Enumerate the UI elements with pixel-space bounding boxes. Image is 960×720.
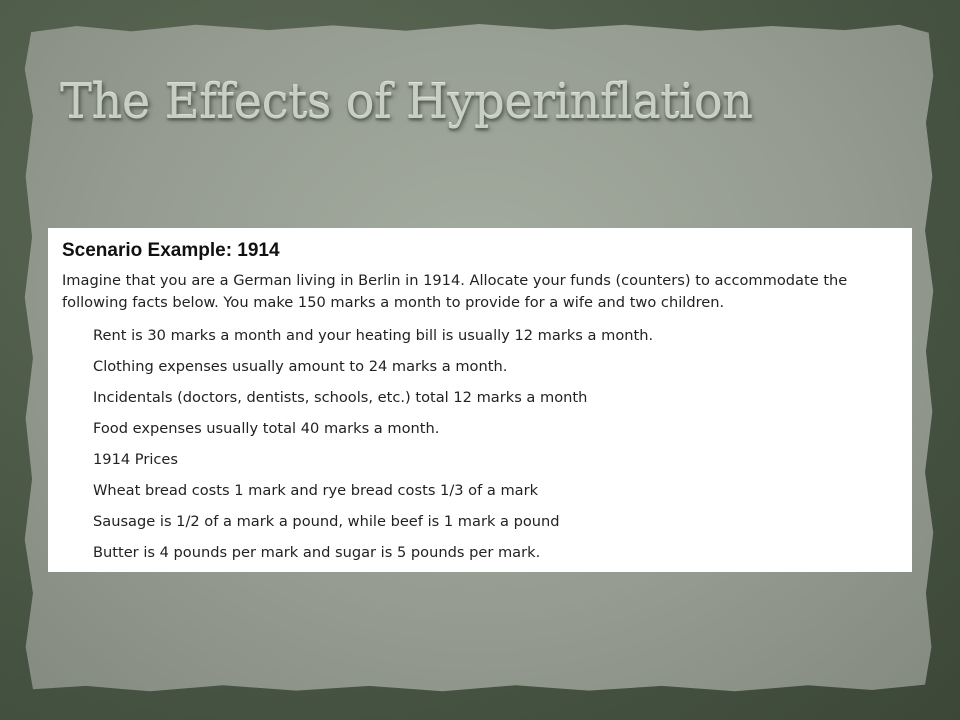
scenario-intro: Imagine that you are a German living in Berlin in 1914. Allocate your funds (counters) to accommodate the following facts below. You make 150 marks a month to provide for a wife and two children. [62, 272, 848, 311]
list-item: Sausage is 1/2 of a mark a pound, while beef is 1 mark a pound [93, 513, 560, 530]
list-item: Food expenses usually total 40 marks a month. [93, 420, 440, 437]
list-item: Incidentals (doctors, dentists, schools, etc.) total 12 marks a month [93, 389, 588, 406]
list-item: 1914 Prices [93, 451, 178, 468]
scenario-heading: Scenario Example: 1914 [62, 240, 280, 261]
list-item: Rent is 30 marks a month and your heating bill is usually 12 marks a month. [93, 327, 654, 344]
list-item: Clothing expenses usually amount to 24 marks a month. [93, 358, 508, 375]
scenario-card [48, 228, 912, 572]
list-item: Wheat bread costs 1 mark and rye bread costs 1/3 of a mark [93, 482, 539, 499]
list-item: Butter is 4 pounds per mark and sugar is 5 pounds per mark. [93, 544, 541, 561]
slide-title: The Effects of Hyperinflation [60, 74, 753, 130]
facts-list [62, 320, 898, 568]
